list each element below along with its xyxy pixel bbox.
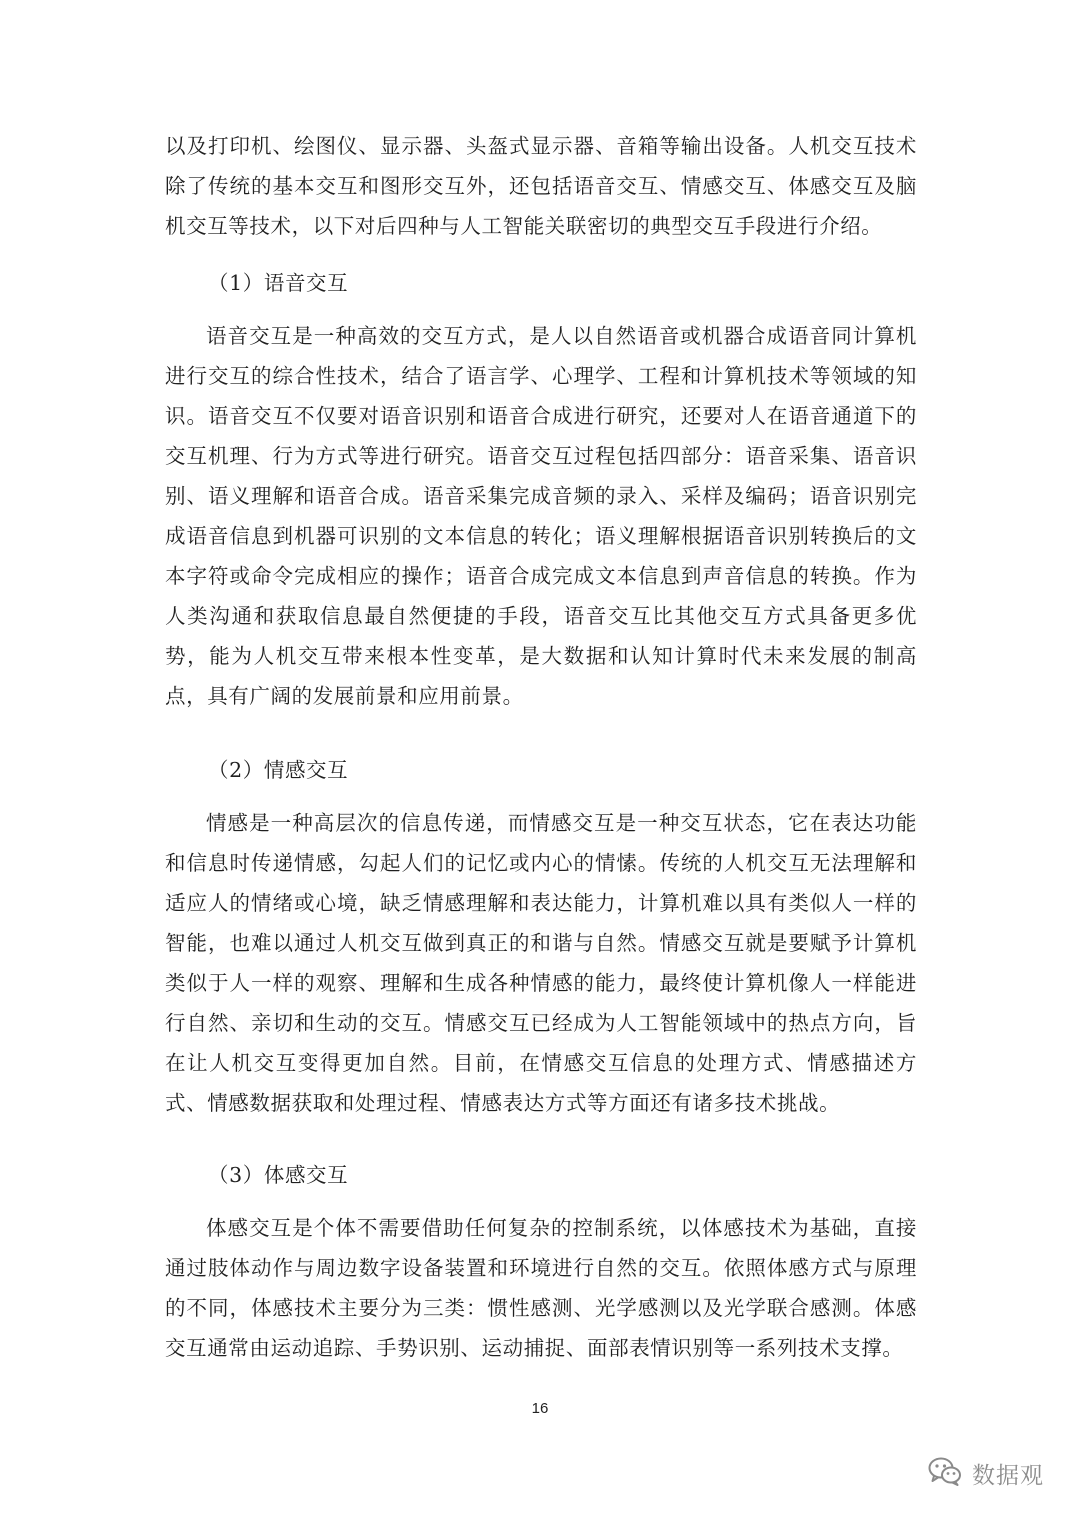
heading-emotion-interaction: （2）情感交互 xyxy=(208,758,349,782)
watermark xyxy=(928,1453,1044,1493)
heading-somatosensory-interaction: （3）体感交互 xyxy=(208,1163,349,1187)
paragraph-voice-interaction: 语音交互是一种高效的交互方式，是人以自然语音或机器合成语音同计算机进行交互的综合性技术，结合了语言学、心理学、工程和计算机技术等领域的知识。语音交互不仅要对语音识别和语音合成进行研究，还要对人在语音通道下的交互机理、行为方式等进行研究。语音交互过程包括四部分：语音采集、语音识别、语义理解和语音合成。语音采集完成音频的录入、采样及编码；语音识别完成语音信息到机器可识别的文本信息的转化；语义理解根据语音识别转换后的文本字符或命令完成相应的操作；语音合成完成文本信息到声音信息的转换。作为人类沟通和获取信息最自然便捷的手段，语音交互比其他交互方式具备更多优势，能为人机交互带来根本性变革，是大数据和认知计算时代未来发展的制高点，具有广阔的发展前景和应用前景。 xyxy=(165,324,917,708)
page-number: 16 xyxy=(531,1400,549,1417)
paragraph-emotion-interaction: 情感是一种高层次的信息传递，而情感交互是一种交互状态，它在表达功能和信息时传递情感，勾起人们的记忆或内心的情愫。传统的人机交互无法理解和适应人的情绪或心境，缺乏情感理解和表达能力，计算机难以具有类似人一样的智能，也难以通过人机交互做到真正的和谐与自然。情感交互就是要赋予计算机类似于人一样的观察、理解和生成各种情感的能力，最终使计算机像人一样能进行自然、亲切和生动的交互。情感交互已经成为人工智能领域中的热点方向，旨在让人机交互变得更加自然。目前，在情感交互信息的处理方式、情感描述方式、情感数据获取和处理过程、情感表达方式等方面还有诸多技术挑战。 xyxy=(165,811,917,1115)
paragraph-intro: 以及打印机、绘图仪、显示器、头盔式显示器、音箱等输出设备。人机交互技术除了传统的基本交互和图形交互外，还包括语音交互、情感交互、体感交互及脑机交互等技术，以下对后四种与人工智能关联密切的典型交互手段进行介绍。 xyxy=(165,134,917,238)
watermark-text: 数据观 xyxy=(972,1462,1044,1489)
wechat-icon xyxy=(928,1456,962,1490)
paragraph-somatosensory-interaction: 体感交互是个体不需要借助任何复杂的控制系统，以体感技术为基础，直接通过肢体动作与周边数字设备装置和环境进行自然的交互。依照体感方式与原理的不同，体感技术主要分为三类：惯性感测、光学感测以及光学联合感测。体感交互通常由运动追踪、手势识别、运动捕捉、面部表情识别等一系列技术支撑。 xyxy=(165,1216,917,1360)
heading-voice-interaction: （1）语音交互 xyxy=(208,271,349,295)
